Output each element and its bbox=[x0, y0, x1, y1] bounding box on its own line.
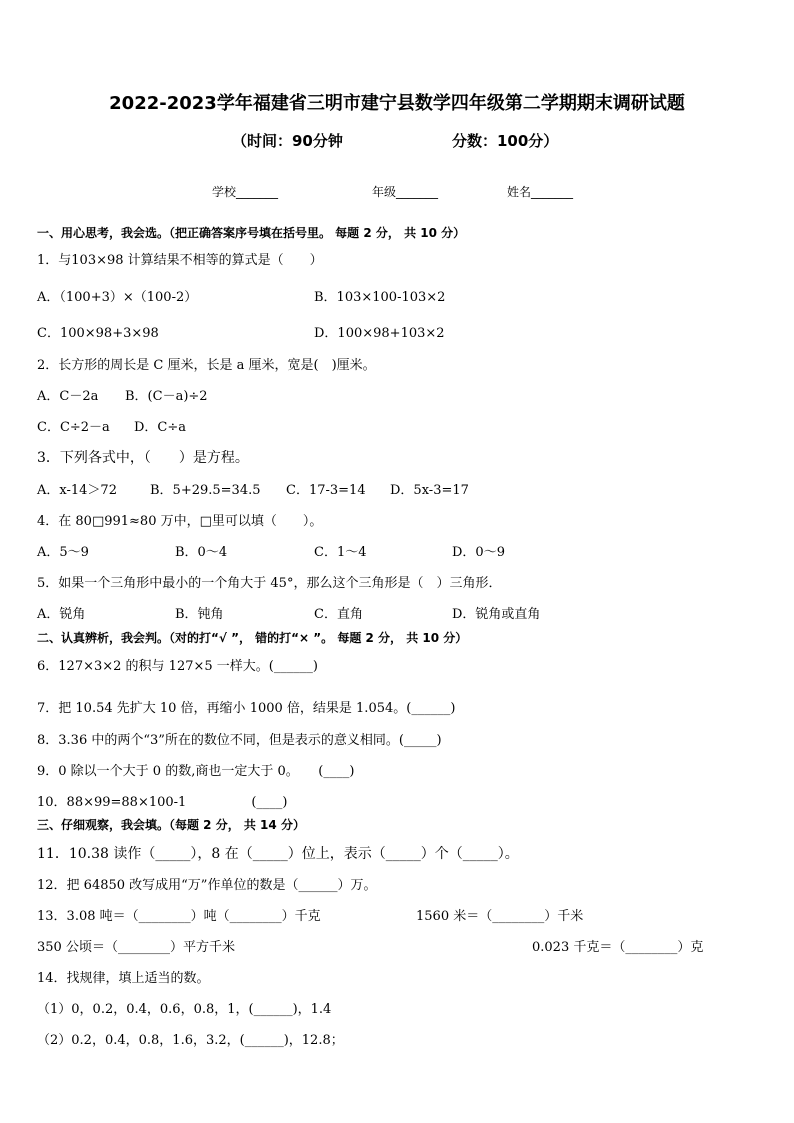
question-1: 1．与103×98 计算结果不相等的算式是（ ） bbox=[37, 253, 323, 268]
q3-option-a: A．x-14＞72 bbox=[37, 483, 117, 498]
q1-option-b: B．103×100-103×2 bbox=[314, 290, 446, 305]
q5-option-b: B．钝角 bbox=[175, 607, 224, 622]
q2-option-b: B．(C－a)÷2 bbox=[125, 389, 208, 404]
question-3: 3．下列各式中，（ ）是方程。 bbox=[37, 450, 249, 466]
q4-option-c: C．1～4 bbox=[314, 545, 367, 560]
section-heading-choice: 一、用心思考，我会选。（把正确答案序号填在括号里。 每题 2 分， 共 10 分） bbox=[37, 226, 466, 240]
page-title: 2022-2023学年福建省三明市建宁县数学四年级第二学期期末调研试题 bbox=[109, 93, 685, 114]
question-8: 8．3.36 中的两个“3”所在的数位不同，但是表示的意义相同。(_____) bbox=[37, 733, 442, 748]
q5-option-c: C．直角 bbox=[314, 607, 363, 622]
q4-option-d: D．0～9 bbox=[452, 545, 505, 560]
question-13-part-c: 350 公顷＝（________）平方千米 bbox=[37, 940, 235, 955]
q1-option-a: A．（100+3）×（100-2） bbox=[37, 290, 198, 305]
question-12: 12．把 64850 改写成用“万”作单位的数是（______）万。 bbox=[37, 878, 377, 893]
q4-option-b: B．0～4 bbox=[175, 545, 228, 560]
question-9: 9．0 除以一个大于 0 的数,商也一定大于 0。 (____) bbox=[37, 764, 355, 779]
question-2: 2．长方形的周长是 C 厘米，长是 a 厘米，宽是( )厘米。 bbox=[37, 358, 376, 373]
question-13-part-b: 1560 米＝（________）千米 bbox=[416, 909, 584, 924]
question-14: 14．找规律，填上适当的数。 bbox=[37, 971, 210, 986]
question-5: 5．如果一个三角形中最小的一个角大于 45°，那么这个三角形是（ ）三角形． bbox=[37, 576, 502, 591]
q2-option-a: A．C－2a bbox=[37, 389, 99, 404]
question-14-sub-1: （1）0，0.2，0.4，0.6，0.8，1，(______)，1.4 bbox=[37, 1002, 332, 1017]
q2-option-c: C．C÷2－a bbox=[37, 420, 110, 435]
question-4: 4．在 80□991≈80 万中，□里可以填（ ）。 bbox=[37, 514, 323, 529]
section-heading-fill: 三、仔细观察，我会填。（每题 2 分， 共 14 分） bbox=[37, 818, 305, 832]
question-11: 11．10.38 读作（_____），8 在（_____）位上，表示（_____）个（_____）。 bbox=[37, 846, 519, 862]
q3-option-b: B．5+29.5=34.5 bbox=[150, 483, 261, 498]
q3-option-d: D．5x-3=17 bbox=[390, 483, 469, 498]
question-7: 7．把 10.54 先扩大 10 倍，再缩小 1000 倍，结果是 1.054。(______) bbox=[37, 701, 456, 716]
section-heading-judge: 二、认真辨析，我会判。（对的打“√ ”， 错的打“× ”。 每题 2 分， 共 10 分） bbox=[37, 631, 468, 645]
question-14-sub-2: （2）0.2，0.4，0.8，1.6，3.2，(______)，12.8； bbox=[37, 1033, 344, 1048]
exam-score: 分数：100分） bbox=[452, 132, 559, 150]
question-13-part-a: 13．3.08 吨＝（________）吨（________）千克 bbox=[37, 909, 321, 924]
name-field: 姓名_______ bbox=[507, 185, 574, 199]
question-10: 10．88×99=88×100-1 (____) bbox=[37, 795, 288, 810]
q3-option-c: C．17-3=14 bbox=[286, 483, 366, 498]
q1-option-d: D．100×98+103×2 bbox=[314, 326, 445, 341]
q5-option-a: A．锐角 bbox=[37, 607, 86, 622]
school-field: 学校_______ bbox=[212, 185, 279, 199]
exam-time: （时间：90分钟 bbox=[232, 132, 343, 150]
question-13-part-d: 0.023 千克＝（________）克 bbox=[532, 940, 704, 955]
q5-option-d: D．锐角或直角 bbox=[452, 607, 541, 622]
q4-option-a: A．5～9 bbox=[37, 545, 89, 560]
grade-field: 年级_______ bbox=[372, 185, 439, 199]
q2-option-d: D．C÷a bbox=[134, 420, 187, 435]
q1-option-c: C．100×98+3×98 bbox=[37, 326, 159, 341]
question-6: 6．127×3×2 的积与 127×5 一样大。(______) bbox=[37, 659, 318, 674]
